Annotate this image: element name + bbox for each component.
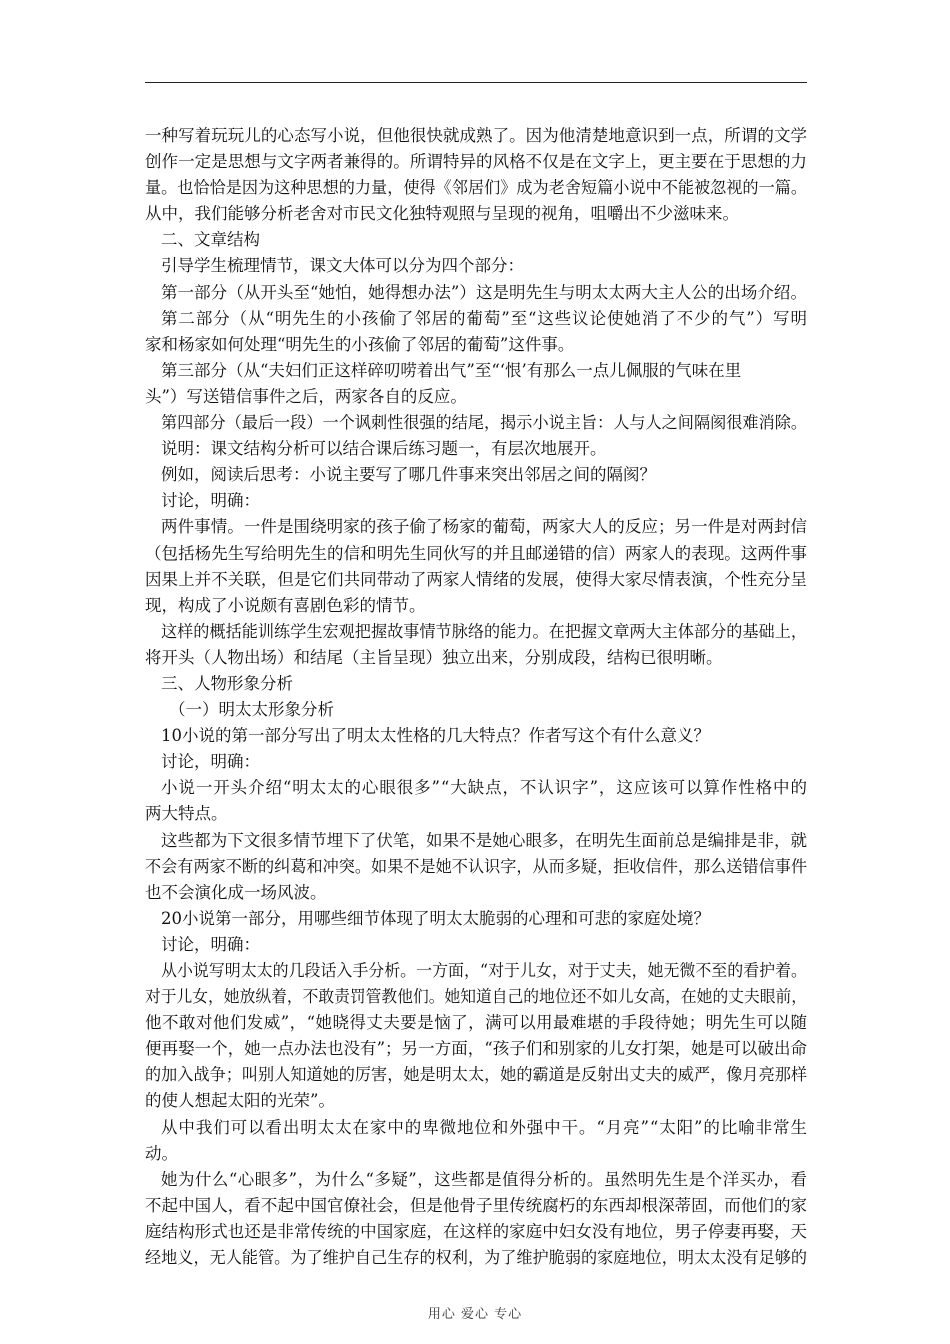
text-line: 因果上并不关联，但是它们共同带动了两家人情绪的发展，使得大家尽情表演，个性充分呈	[145, 569, 808, 589]
text-line: 也不会演化成一场风波。	[145, 882, 327, 902]
text-line: 她为什么“心眼多”，为什么“多疑”，这些都是值得分析的。虽然明先生是个洋买办，看	[161, 1169, 808, 1189]
text-line: 第二部分（从“明先生的小孩偷了邻居的葡萄”至“这些议论使她消了不少的气”）写明	[161, 308, 808, 328]
text-line: 的使人想起太阳的光荣”。	[145, 1091, 335, 1111]
text-line: 动。	[145, 1143, 178, 1163]
text-line: 他不敢对他们发威”，“她晓得丈夫要是恼了，满可以用最难堪的手段待她；明先生可以随	[145, 1013, 808, 1033]
text-line: 说明：课文结构分析可以结合课后练习题一，有层次地展开。	[161, 439, 607, 459]
text-line: 讨论，明确：	[161, 934, 260, 954]
text-line: 这些都为下文很多情节埋下了伏笔，如果不是她心眼多，在明先生面前总是编排是非，就	[161, 830, 808, 850]
text-line: 讨论，明确：	[161, 491, 260, 511]
text-line: （一）明太太形象分析	[169, 700, 334, 720]
text-line: 现，构成了小说颇有喜剧色彩的情节。	[145, 595, 426, 615]
text-line: 三、人物形象分析	[161, 673, 293, 693]
text-line: 便再娶一个，她一点办法也没有”；另一方面，“孩子们和别家的儿女打架，她是可以破出命	[145, 1039, 808, 1059]
text-line: 家和杨家如何处理“明先生的小孩偷了邻居的葡萄”这件事。	[145, 334, 575, 354]
text-line: 两大特点。	[145, 804, 228, 824]
text-line: 不会有两家不断的纠葛和冲突。如果不是她不认识字，从而多疑，拒收信件，那么送错信事件	[145, 856, 808, 876]
text-line: 的加入战争；叫别人知道她的厉害，她是明太太，她的霸道是反射出丈夫的威严，像月亮那样	[145, 1065, 808, 1085]
text-line: 第三部分（从“夫妇们正这样碎叨唠着出气”至“‘恨’有那么一点儿佩服的气味在里	[161, 360, 742, 380]
text-line: 两件事情。一件是围绕明家的孩子偷了杨家的葡萄，两家大人的反应；另一件是对两封信	[161, 517, 808, 537]
text-line: 量。也恰恰是因为这种思想的力量，使得《邻居们》成为老舍短篇小说中不能被忽视的一篇。	[145, 178, 808, 198]
text-line: 20小说第一部分，用哪些细节体现了明太太脆弱的心理和可悲的家庭处境？	[161, 908, 710, 928]
text-line: 对于儿女，她放纵着，不敢责罚管教他们。她知道自己的地位还不如儿女高，在她的丈夫眼前，	[145, 987, 808, 1007]
text-line: 不起中国人，看不起中国官僚社会，但是他骨子里传统腐朽的东西却根深蒂固，而他们的家	[145, 1195, 808, 1215]
text-line: 将开头（人物出场）和结尾（主旨呈现）独立出来，分别成段，结构已很明晰。	[145, 647, 723, 667]
page-footer: 用心 爱心 专心	[427, 1307, 523, 1322]
text-line: 庭结构形式也还是非常传统的中国家庭，在这样的家庭中妇女没有地位，男子停妻再娶，天	[145, 1221, 808, 1241]
text-line: 10小说的第一部分写出了明太太性格的几大特点？作者写这个有什么意义？	[161, 726, 710, 746]
text-line: 讨论，明确：	[161, 752, 260, 772]
text-line: （包括杨先生写给明先生的信和明先生同伙写的并且邮递错的信）两家人的表现。这两件事	[145, 543, 808, 563]
text-line: 小说一开头介绍“明太太的心眼很多”“大缺点，不认识字”，这应该可以算作性格中的	[161, 778, 808, 798]
text-line: 引导学生梳理情节，课文大体可以分为四个部分：	[161, 256, 524, 276]
text-line: 第一部分（从开头至“她怕，她得想办法”）这是明先生与明太太两大主人公的出场介绍。	[161, 282, 808, 302]
text-line: 从中，我们能够分析老舍对市民文化独特观照与呈现的视角，咀嚼出不少滋味来。	[145, 204, 739, 224]
text-line: 一种写着玩玩儿的心态写小说，但他很快就成熟了。因为他清楚地意识到一点，所谓的文学	[145, 126, 808, 145]
text-line: 从小说写明太太的几段话入手分析。一方面，“对于儿女，对于丈夫，她无微不至的看护着。	[161, 961, 807, 980]
text-line: 经地义，无人能管。为了维护自己生存的权利，为了维护脆弱的家庭地位，明太太没有足够的	[145, 1248, 808, 1268]
document-body	[145, 123, 807, 1271]
text-line: 创作一定是思想与文字两者兼得的。所谓特异的风格不仅是在文字上，更主要在于思想的力	[145, 152, 808, 172]
text-line: 二、文章结构	[161, 230, 260, 250]
text-line: 头”）写送错信事件之后，两家各自的反应。	[145, 386, 467, 406]
text-line: 从中我们可以看出明太太在家中的卑微地位和外强中干。“月亮”“太阳”的比喻非常生	[161, 1117, 808, 1137]
text-line: 这样的概括能训练学生宏观把握故事情节脉络的能力。在把握文章两大主体部分的基础上，	[161, 621, 808, 641]
header-rule	[145, 82, 807, 83]
text-line: 例如，阅读后思考：小说主要写了哪几件事来突出邻居之间的隔阂？	[161, 465, 656, 485]
text-line: 第四部分（最后一段）一个讽刺性很强的结尾，揭示小说主旨：人与人之间隔阂很难消除。	[161, 413, 808, 433]
